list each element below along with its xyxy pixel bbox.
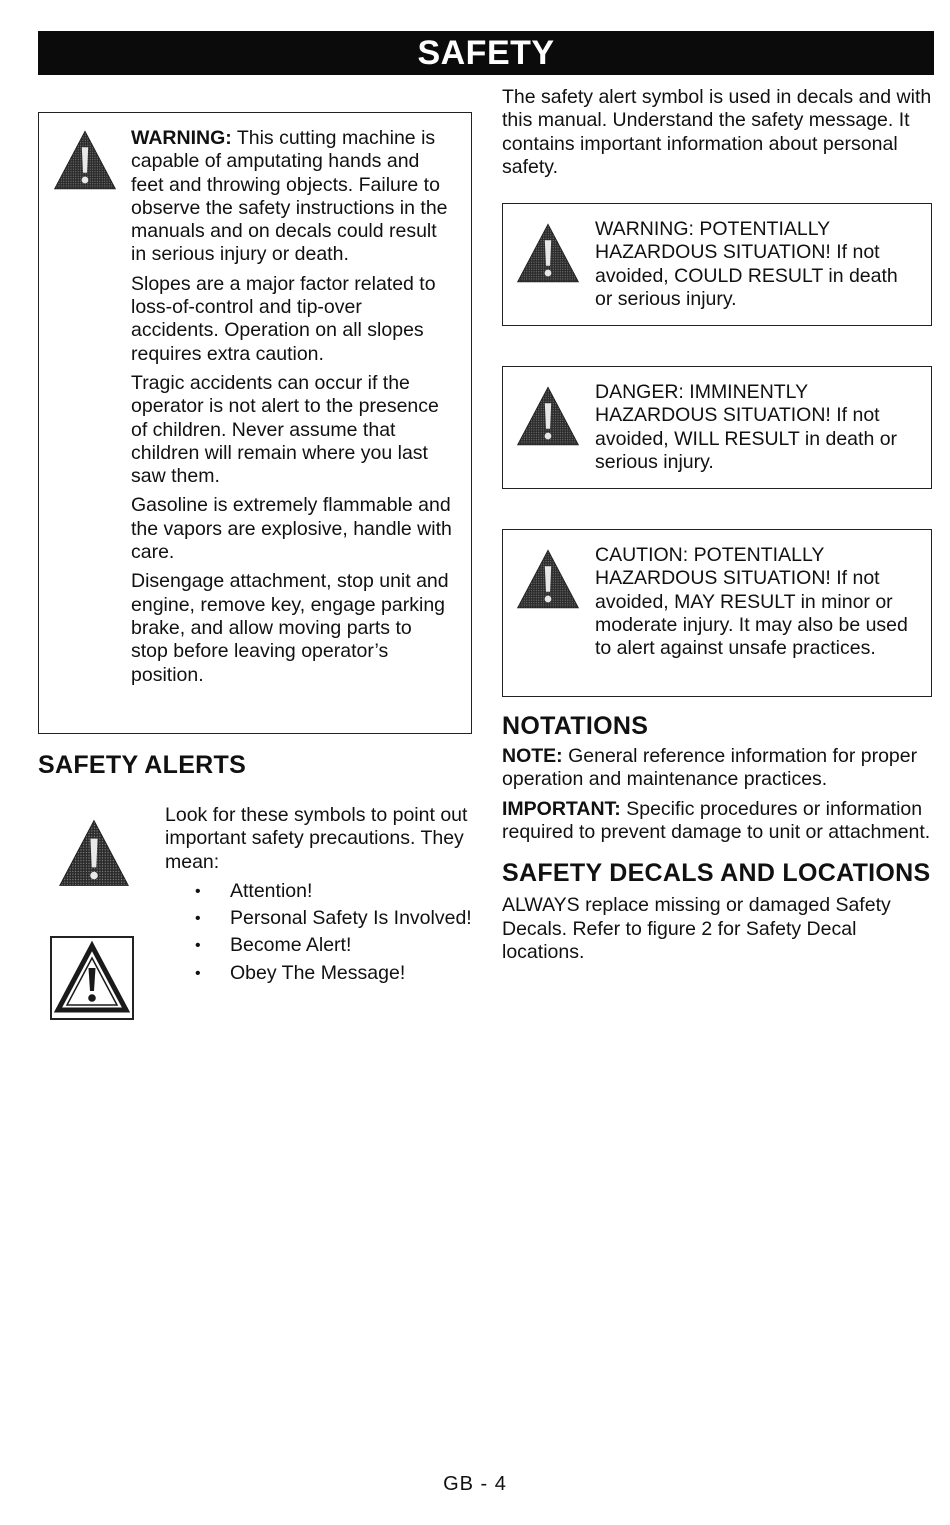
safety-alerts-block	[38, 804, 472, 1084]
list-item: • Become Alert!	[195, 934, 475, 957]
note-text: General reference information for proper operation and maintenance practices.	[502, 745, 918, 791]
safety-alert-triangle-icon	[53, 129, 117, 191]
symbol-intro: The safety alert symbol is used in decals and with this manual. Understand the safety message. It contains important information about personal safety.	[502, 86, 932, 178]
note-label: NOTE:	[502, 745, 563, 768]
warning-text: This cutting machine is capable of amputating hands and feet and throwing objects. Failure to observe the safety instructions in the manuals and on decals could result in serious injury or death.	[131, 127, 448, 266]
warning-paragraph: Gasoline is extremely flammable and the vapors are explosive, handle with care.	[131, 494, 452, 564]
safety-alert-triangle-icon	[516, 385, 580, 447]
list-item: • Attention!	[195, 880, 475, 903]
safety-alerts-list	[165, 880, 475, 985]
notations-heading: NOTATIONS	[502, 712, 649, 741]
warning-paragraph: Disengage attachment, stop unit and engine, remove key, engage parking brake, and allow moving parts to stop before leaving operator’s position.	[131, 570, 449, 686]
page-number: GB - 4	[443, 1473, 507, 1495]
warning-paragraph: Slopes are a major factor related to loss-of-control and tip-over accidents. Operation on all slopes requires extra caution.	[131, 272, 436, 365]
danger-signal-box	[502, 366, 932, 489]
right-column	[502, 86, 932, 964]
signal-text: IMMINENTLY HAZARDOUS SITUATION! If not avoided, WILL RESULT in death or serious injury.	[595, 381, 898, 474]
important-label: IMPORTANT:	[502, 797, 621, 820]
signal-text: POTENTIALLY HAZARDOUS SITUATION! If not avoided, COULD RESULT in death or serious injury.	[595, 218, 898, 311]
warning-signal-box	[502, 203, 932, 326]
signal-label: DANGER:	[595, 381, 684, 404]
notations-text	[502, 745, 932, 844]
caution-signal-box	[502, 529, 932, 697]
safety-alert-triangle-icon	[516, 222, 580, 284]
left-column	[38, 112, 472, 1084]
safety-alerts-text	[165, 804, 475, 989]
signal-text: POTENTIALLY HAZARDOUS SITUATION! If not avoided, MAY RESULT in minor or moderate injury. It may also be used to alert against unsafe practices.	[595, 544, 908, 660]
signal-label: CAUTION:	[595, 544, 689, 567]
safety-alert-triangle-icon	[58, 818, 130, 888]
caution-signal-text	[595, 544, 919, 660]
danger-signal-text	[595, 381, 919, 474]
warning-signal-text	[595, 218, 919, 311]
decals-heading: SAFETY DECALS AND LOCATIONS	[502, 859, 931, 888]
safety-alerts-heading: SAFETY ALERTS	[38, 751, 247, 779]
list-item: • Obey The Message!	[195, 962, 475, 985]
decals-text: ALWAYS replace missing or damaged Safety Decals. Refer to figure 2 for Safety Decal locations.	[502, 894, 891, 963]
list-item: • Personal Safety Is Involved!	[195, 907, 475, 930]
safety-alert-triangle-icon	[516, 548, 580, 610]
main-warning-text	[131, 127, 453, 687]
signal-label: WARNING:	[595, 218, 694, 241]
warning-paragraph: Tragic accidents can occur if the operator is not alert to the presence of children. Never assume that children will remain where you last saw them.	[131, 371, 439, 488]
boxed-alert-triangle-icon	[50, 936, 134, 1020]
main-warning-box	[38, 112, 472, 734]
safety-alerts-intro: Look for these symbols to point out important safety precautions. They mean:	[165, 804, 468, 873]
important-text: Specific procedures or information required to prevent damage to unit or attachment.	[502, 797, 931, 844]
warning-label: WARNING:	[131, 127, 232, 149]
section-banner: SAFETY	[38, 31, 934, 75]
